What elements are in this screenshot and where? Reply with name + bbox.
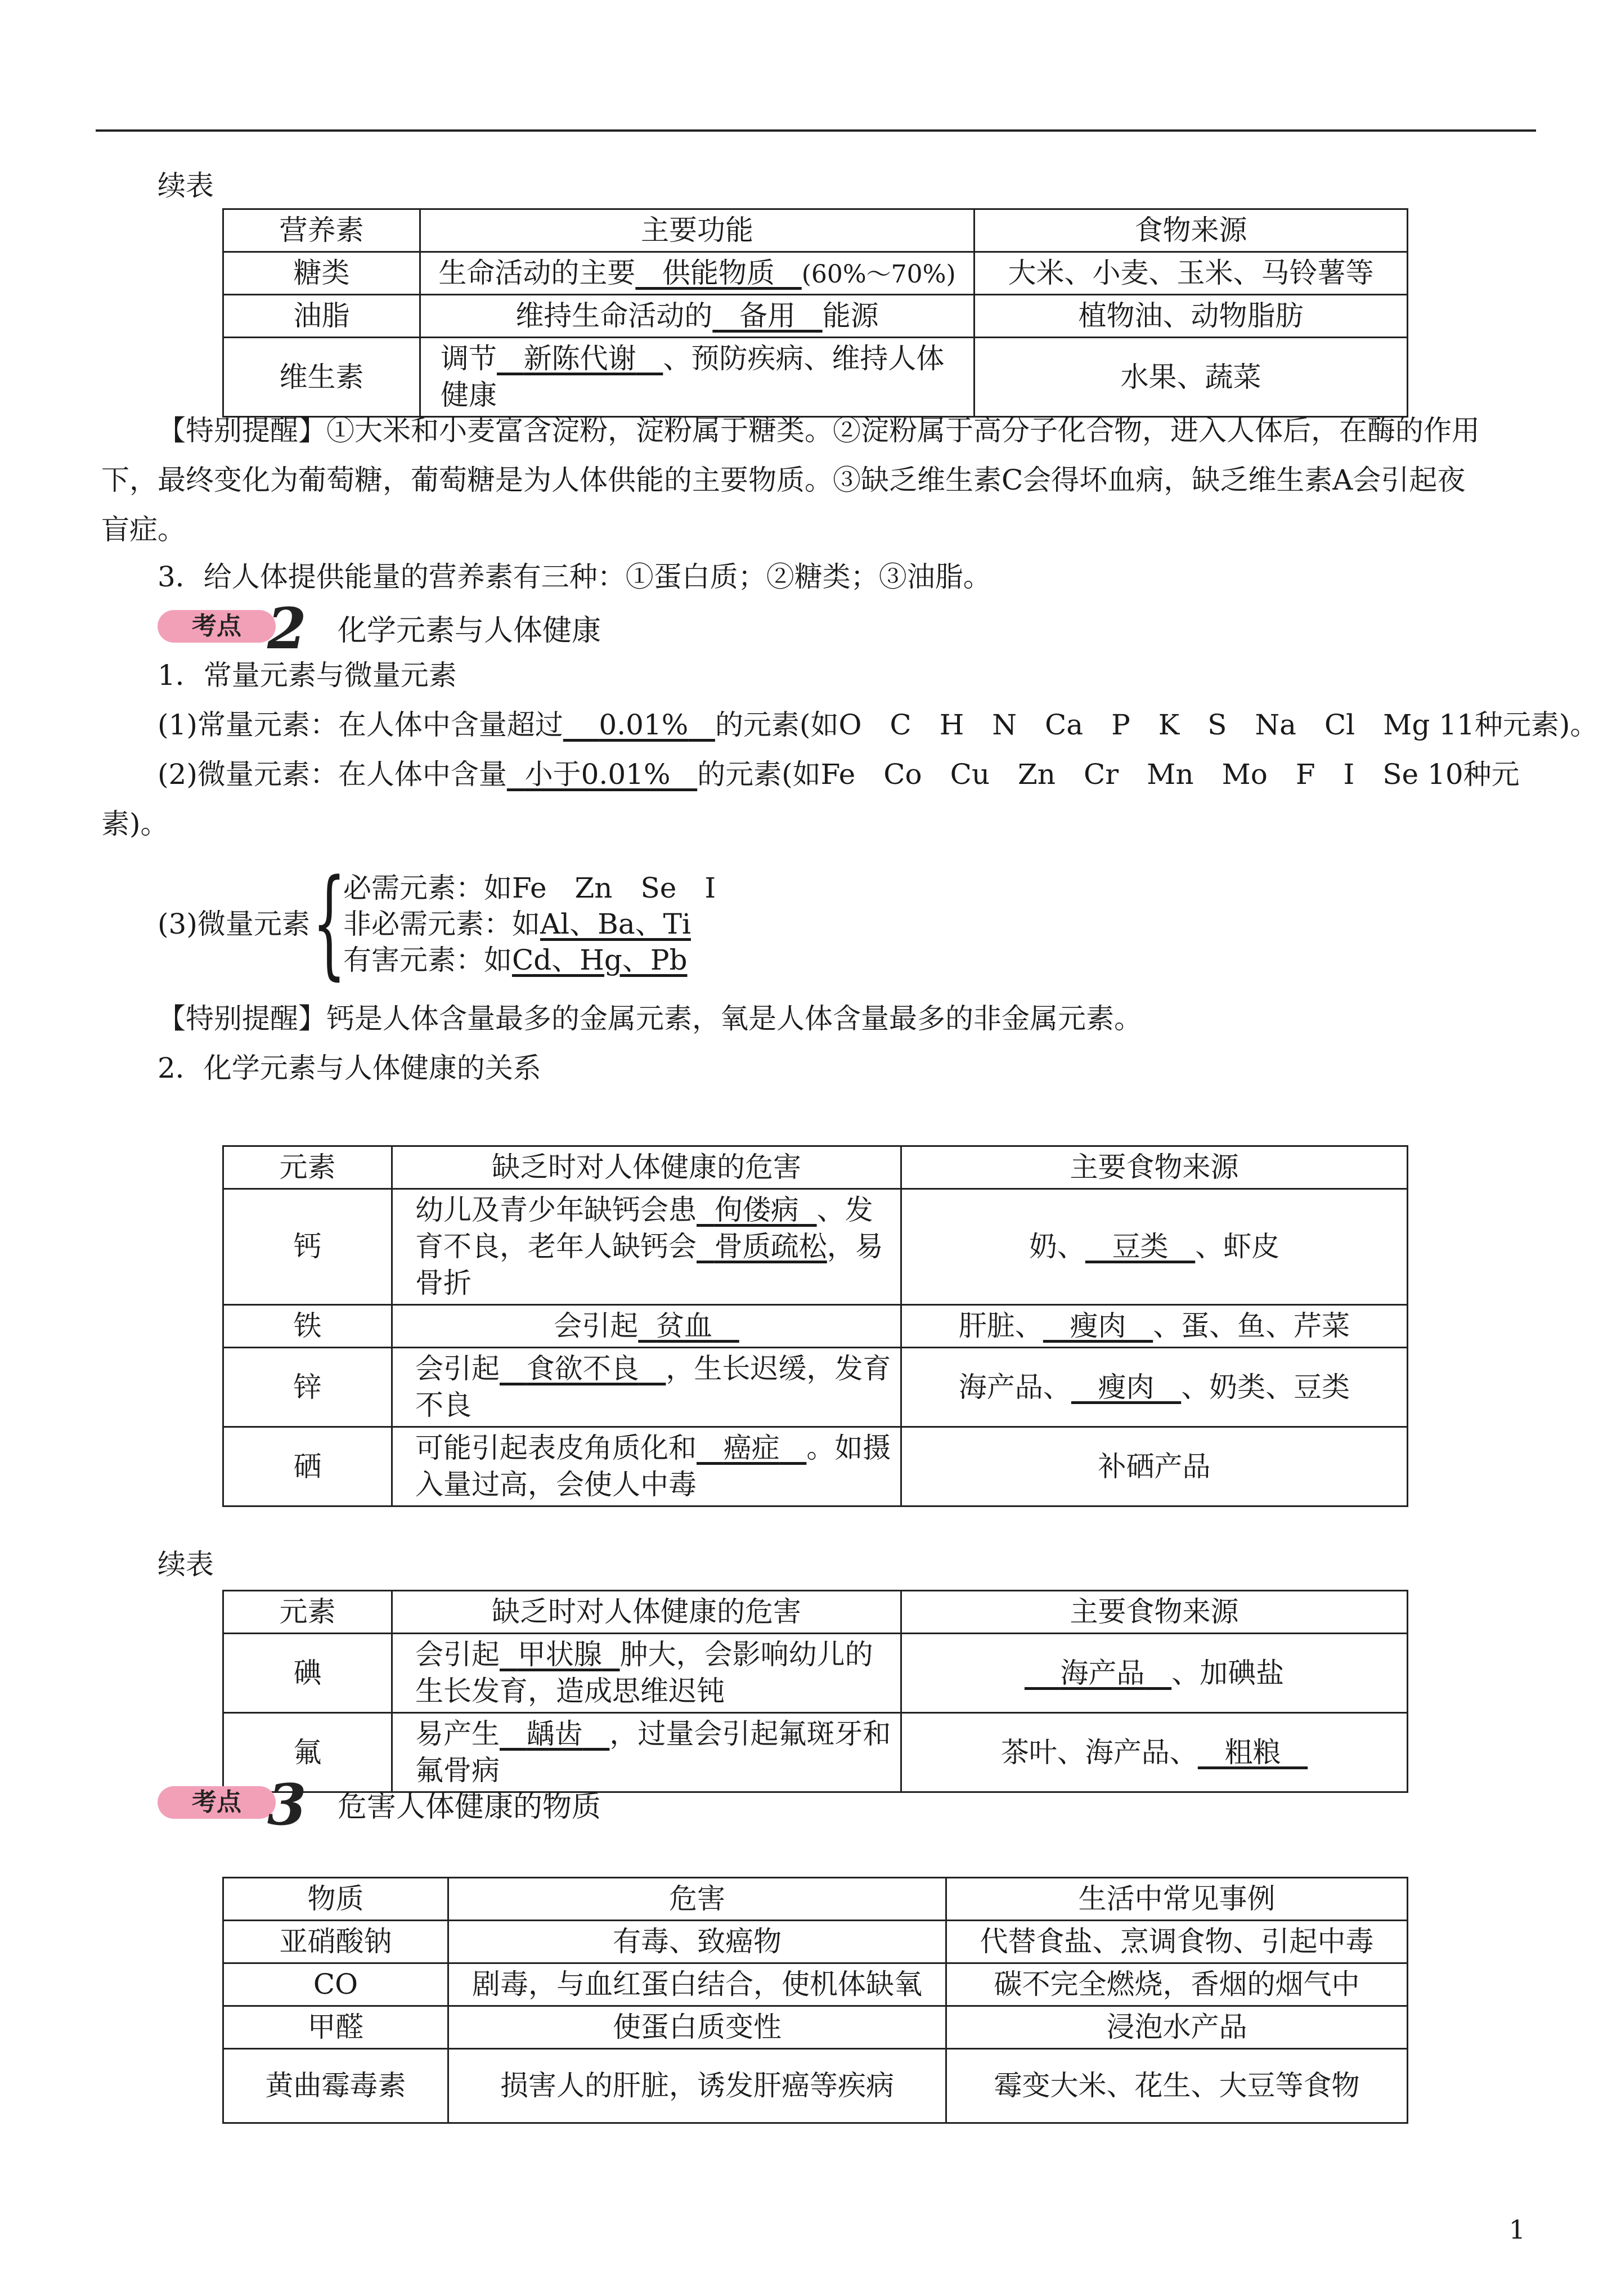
cell-substance: 黄曲霉毒素: [223, 2049, 448, 2123]
nonessential-elements: 非必需元素：如Al、Ba、Ti: [343, 908, 691, 940]
table-header: 营养素: [223, 209, 420, 252]
continued-label: 续表: [158, 169, 214, 202]
cell-element: 硒: [223, 1427, 392, 1506]
kaodian-number: 3: [267, 1772, 307, 1838]
cell-function: 调节 新陈代谢 、预防疾病、维持人体健康: [420, 338, 975, 417]
harmful-elements: 有害元素：如Cd、Hg、Pb: [343, 944, 688, 976]
page-number: 1: [1508, 2214, 1525, 2245]
cell-harm: 使蛋白质变性: [448, 2006, 946, 2049]
table-row: [223, 1921, 1408, 1963]
continued-label-2: 续表: [158, 1548, 214, 1581]
cell-source: 水果、蔬菜: [975, 338, 1408, 417]
element-health-table: [222, 1145, 1408, 1507]
cell-element: 铁: [223, 1305, 392, 1348]
table-header: 缺乏时对人体健康的危害: [392, 1591, 901, 1634]
essential-elements: 必需元素：如Fe Zn Se I: [343, 872, 716, 904]
table-header: 缺乏时对人体健康的危害: [392, 1146, 901, 1189]
cell-harm: 会引起 甲状腺 肿大，会影响幼儿的生长发育，造成思维迟钝: [392, 1634, 901, 1713]
brace: {: [312, 854, 347, 992]
table-row: [223, 1963, 1408, 2006]
special-reminder: 【特别提醒】①大米和小麦富含淀粉，淀粉属于糖类。②淀粉属于高分子化合物，进入人体后，在酶的作用: [158, 414, 1480, 447]
cell-harm: 可能引起表皮角质化和 癌症 。如摄入量过高，会使人中毒: [392, 1427, 901, 1506]
cell-substance: 甲醛: [223, 2006, 448, 2049]
table-row: [223, 1305, 1408, 1348]
table-header: 元素: [223, 1591, 392, 1634]
section-badge-2: [158, 595, 945, 662]
cell-example: 霉变大米、花生、大豆等食物: [946, 2049, 1408, 2123]
answer-blank: 小于0.01%: [524, 758, 671, 791]
answer-blank: 新陈代谢: [523, 342, 636, 375]
trace-element-line-cont: 素)。: [101, 808, 169, 840]
cell-source: 奶、 豆类 、虾皮: [901, 1189, 1408, 1305]
cell-harm: 会引起 食欲不良 ，生长迟缓，发育不良: [392, 1348, 901, 1427]
section-title: 化学元素与人体健康: [338, 614, 601, 648]
cell-source: 肝脏、 瘦肉 、蛋、鱼、芹菜: [901, 1305, 1408, 1348]
answer-blank: 0.01%: [599, 708, 689, 741]
element-health-table-cont: [222, 1590, 1408, 1793]
cell-source: 大米、小麦、玉米、马铃薯等: [975, 252, 1408, 295]
answer-blank: 骨质疏松: [714, 1230, 827, 1263]
cell-element: 碘: [223, 1634, 392, 1713]
table-header: 主要食物来源: [901, 1591, 1408, 1634]
answer-blank: 瘦肉: [1098, 1370, 1155, 1403]
table-header: 食物来源: [975, 209, 1408, 252]
cell-source: 植物油、动物脂肪: [975, 295, 1408, 338]
nutrient-table: [222, 208, 1408, 418]
table-row: [223, 2006, 1408, 2049]
trace-element-line: (2)微量元素：在人体中含量 小于0.01% 的元素(如Fe Co Cu Zn Cr Mn Mo F I Se 10种元: [158, 758, 1520, 791]
table-header: 危害: [448, 1878, 946, 1921]
table-header: 主要功能: [420, 209, 975, 252]
cell-nutrient: 糖类: [223, 252, 420, 295]
answer-blank: 供能物质: [662, 257, 775, 289]
table-header: 生活中常见事例: [946, 1878, 1408, 1921]
harmful-substance-table: [222, 1877, 1408, 2124]
answer-blank: 食欲不良: [526, 1352, 639, 1385]
cell-nutrient: 维生素: [223, 338, 420, 417]
answer-blank: 瘦肉: [1070, 1310, 1126, 1342]
answer-blank: 贫血: [656, 1310, 713, 1342]
cell-substance: CO: [223, 1963, 448, 2006]
cell-element: 氟: [223, 1713, 392, 1792]
table-row: [223, 1427, 1408, 1506]
cell-element: 钙: [223, 1189, 392, 1305]
special-reminder-2: 【特别提醒】钙是人体含量最多的金属元素，氧是人体含量最多的非金属元素。: [158, 1002, 1142, 1035]
special-reminder-cont: 下，最终变化为葡萄糖，葡萄糖是为人体供能的主要物质。③缺乏维生素C会得坏血病，缺乏维生素A会引起夜: [101, 464, 1466, 496]
cell-example: 浸泡水产品: [946, 2006, 1408, 2049]
cell-source: 茶叶、海产品、 粗粮: [901, 1713, 1408, 1792]
answer-blank: 海产品: [1060, 1656, 1145, 1689]
table-row: [223, 1634, 1408, 1713]
answer-blank: 龋齿: [526, 1717, 583, 1750]
kaodian-pill: 考点: [158, 610, 276, 643]
table-row: [223, 1348, 1408, 1427]
answer-blank: 豆类: [1112, 1230, 1169, 1263]
cell-harm: 会引起 贫血: [392, 1305, 901, 1348]
cell-source: 补硒产品: [901, 1427, 1408, 1506]
cell-function: 维持生命活动的 备用 能源: [420, 295, 975, 338]
subsection-2: 2．化学元素与人体健康的关系: [158, 1052, 541, 1084]
header-rule: [96, 129, 1536, 132]
answer-blank: 佝偻病: [714, 1194, 799, 1226]
section-badge-3: [158, 1772, 945, 1838]
cell-harm: 幼儿及青少年缺钙会患 佝偻病 、发育不良，老年人缺钙会 骨质疏松，易骨折: [392, 1189, 901, 1305]
cell-example: 碳不完全燃烧，香烟的烟气中: [946, 1963, 1408, 2006]
cell-example: 代替食盐、烹调食物、引起中毒: [946, 1921, 1408, 1963]
cell-harm: 剧毒，与血红蛋白结合，使机体缺氧: [448, 1963, 946, 2006]
kaodian-pill: 考点: [158, 1786, 276, 1819]
table-row: [223, 1189, 1408, 1305]
cell-function: 生命活动的主要 供能物质 (60%～70%): [420, 252, 975, 295]
table-header: 主要食物来源: [901, 1146, 1408, 1189]
table-row: [223, 338, 1408, 417]
cell-nutrient: 油脂: [223, 295, 420, 338]
answer-blank: 备用: [739, 299, 796, 332]
kaodian-number: 2: [267, 595, 307, 662]
cell-element: 锌: [223, 1348, 392, 1427]
answer-blank: 粗粮: [1224, 1736, 1281, 1769]
table-row: [223, 295, 1408, 338]
section-title: 危害人体健康的物质: [338, 1790, 601, 1824]
table-row: [223, 2049, 1408, 2123]
special-reminder-cont: 盲症。: [101, 513, 186, 546]
cell-harm: 有毒、致癌物: [448, 1921, 946, 1963]
table-header: 物质: [223, 1878, 448, 1921]
answer-blank: Al、Ba、Ti: [540, 908, 691, 940]
table-row: [223, 252, 1408, 295]
cell-source: 海产品、 瘦肉 、奶类、豆类: [901, 1348, 1408, 1427]
trace-class-label: (3)微量元素: [158, 908, 310, 940]
table-header: 元素: [223, 1146, 392, 1189]
answer-blank: 甲状腺: [517, 1638, 602, 1671]
answer-blank: Cd、Hg、Pb: [512, 944, 688, 976]
subsection-1: 1．常量元素与微量元素: [158, 659, 457, 692]
cell-substance: 亚硝酸钠: [223, 1921, 448, 1963]
cell-harm: 易产生 龋齿 ，过量会引起氟斑牙和氟骨病: [392, 1713, 901, 1792]
point-3: 3．给人体提供能量的营养素有三种：①蛋白质；②糖类；③油脂。: [158, 560, 991, 593]
cell-source: 海产品 、加碘盐: [901, 1634, 1408, 1713]
answer-blank: 癌症: [723, 1432, 780, 1464]
cell-harm: 损害人的肝脏，诱发肝癌等疾病: [448, 2049, 946, 2123]
macro-element-line: (1)常量元素：在人体中含量超过 0.01% 的元素(如O C H N Ca P K S Na Cl Mg 11种元素)。: [158, 708, 1598, 741]
